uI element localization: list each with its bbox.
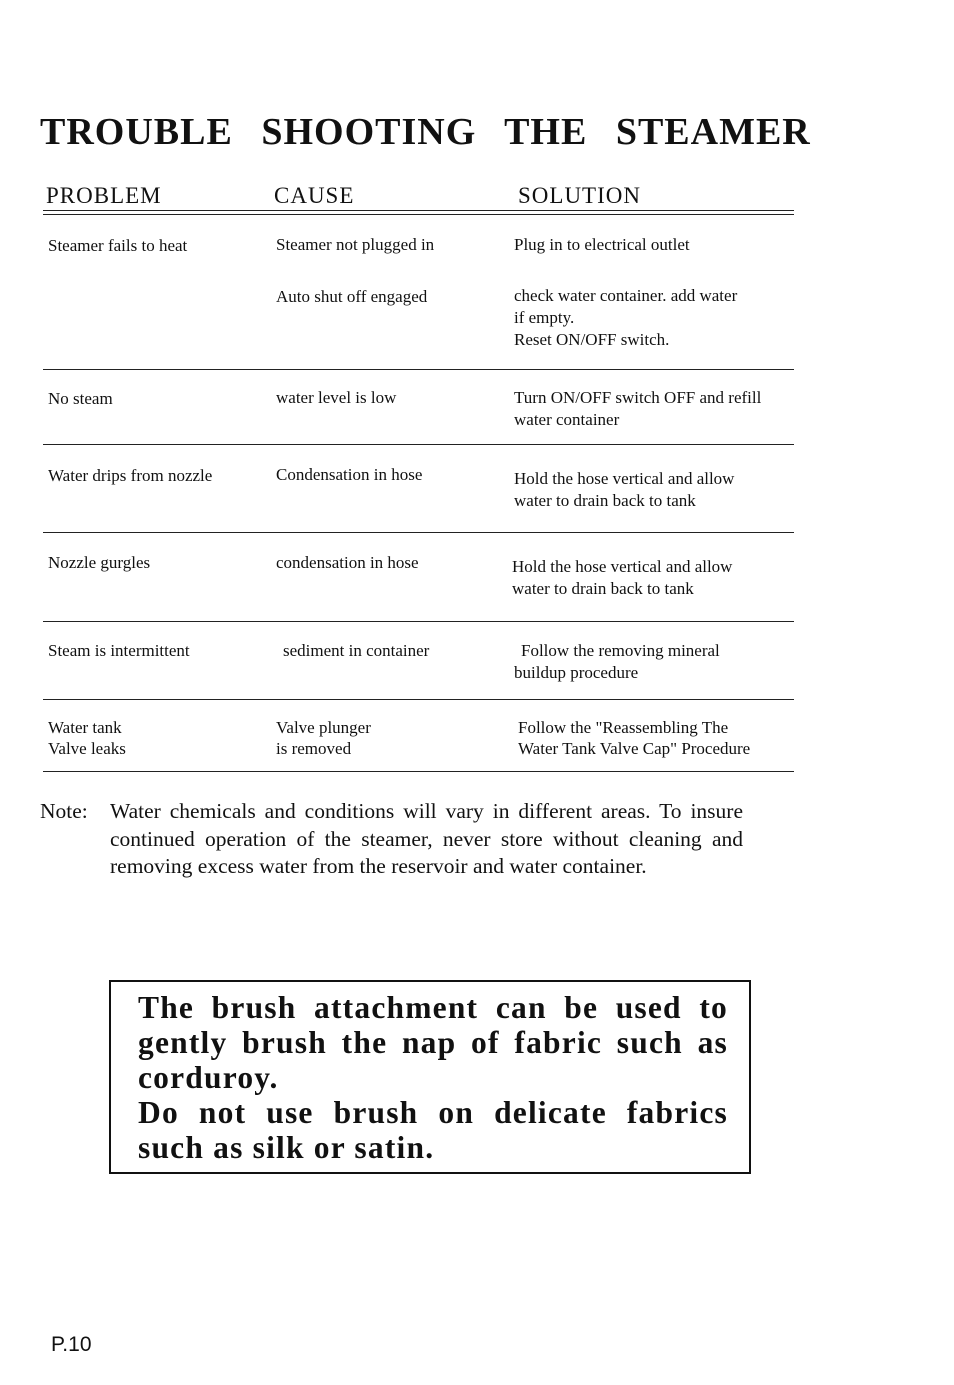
- row-divider: [43, 369, 794, 370]
- cause-cell: Auto shut off engaged: [276, 287, 428, 306]
- problem-cell: No steam: [48, 389, 113, 408]
- column-header-problem: PROBLEM: [46, 183, 162, 208]
- problem-cell: Steam is intermittent: [48, 641, 190, 660]
- row-divider: [43, 532, 794, 533]
- cause-cell: water level is low: [276, 388, 397, 407]
- problem-cell: Nozzle gurgles: [48, 553, 151, 572]
- row-divider: [43, 699, 794, 700]
- row-divider: [43, 771, 794, 772]
- note-label: Note:: [40, 799, 88, 823]
- row-divider: [43, 621, 794, 622]
- solution-cell: check water container. add water if empty. Reset ON/OFF switch.: [514, 286, 738, 349]
- brush-warning-box: [109, 980, 751, 1174]
- page-number: P.10: [51, 1333, 92, 1356]
- column-header-solution: SOLUTION: [518, 183, 641, 208]
- solution-cell: Hold the hose vertical and allow water to drain back to tank: [514, 469, 735, 510]
- brush-usage-sentence: The brush attachment can be used to gently brush the nap of fabric such as corduroy.: [138, 990, 728, 1095]
- brush-warning-text: [138, 990, 728, 1165]
- column-header-cause: CAUSE: [274, 183, 355, 208]
- problem-cell: Water drips from nozzle: [48, 466, 213, 485]
- cause-cell: Valve plunger is removed: [276, 718, 371, 758]
- solution-cell: Follow the "Reassembling The Water Tank Valve Cap" Procedure: [518, 718, 751, 758]
- solution-cell: Turn ON/OFF switch OFF and refill water container: [514, 388, 762, 429]
- note-text: Water chemicals and conditions will vary in different areas. To insure continued operation of the steamer, never store without cleaning and removing excess water from the reservoir and water container.: [110, 799, 743, 878]
- problem-cell: Water tank Valve leaks: [48, 718, 126, 758]
- cause-cell: condensation in hose: [276, 553, 419, 572]
- cause-cell: Steamer not plugged in: [276, 235, 435, 254]
- solution-cell: Plug in to electrical outlet: [514, 235, 690, 254]
- cause-cell: Condensation in hose: [276, 465, 423, 484]
- header-rule-bottom: [43, 214, 794, 215]
- brush-caution-sentence: Do not use brush on delicate fabrics such as silk or satin.: [138, 1095, 728, 1165]
- header-rule-top: [43, 210, 794, 211]
- cause-cell: sediment in container: [283, 641, 430, 660]
- page-title: TROUBLE SHOOTING THE STEAMER: [40, 111, 811, 153]
- solution-cell: Follow the removing mineral buildup procedure: [514, 641, 720, 682]
- problem-cell: Steamer fails to heat: [48, 236, 188, 255]
- solution-cell: Hold the hose vertical and allow water to drain back to tank: [512, 557, 733, 598]
- row-divider: [43, 444, 794, 445]
